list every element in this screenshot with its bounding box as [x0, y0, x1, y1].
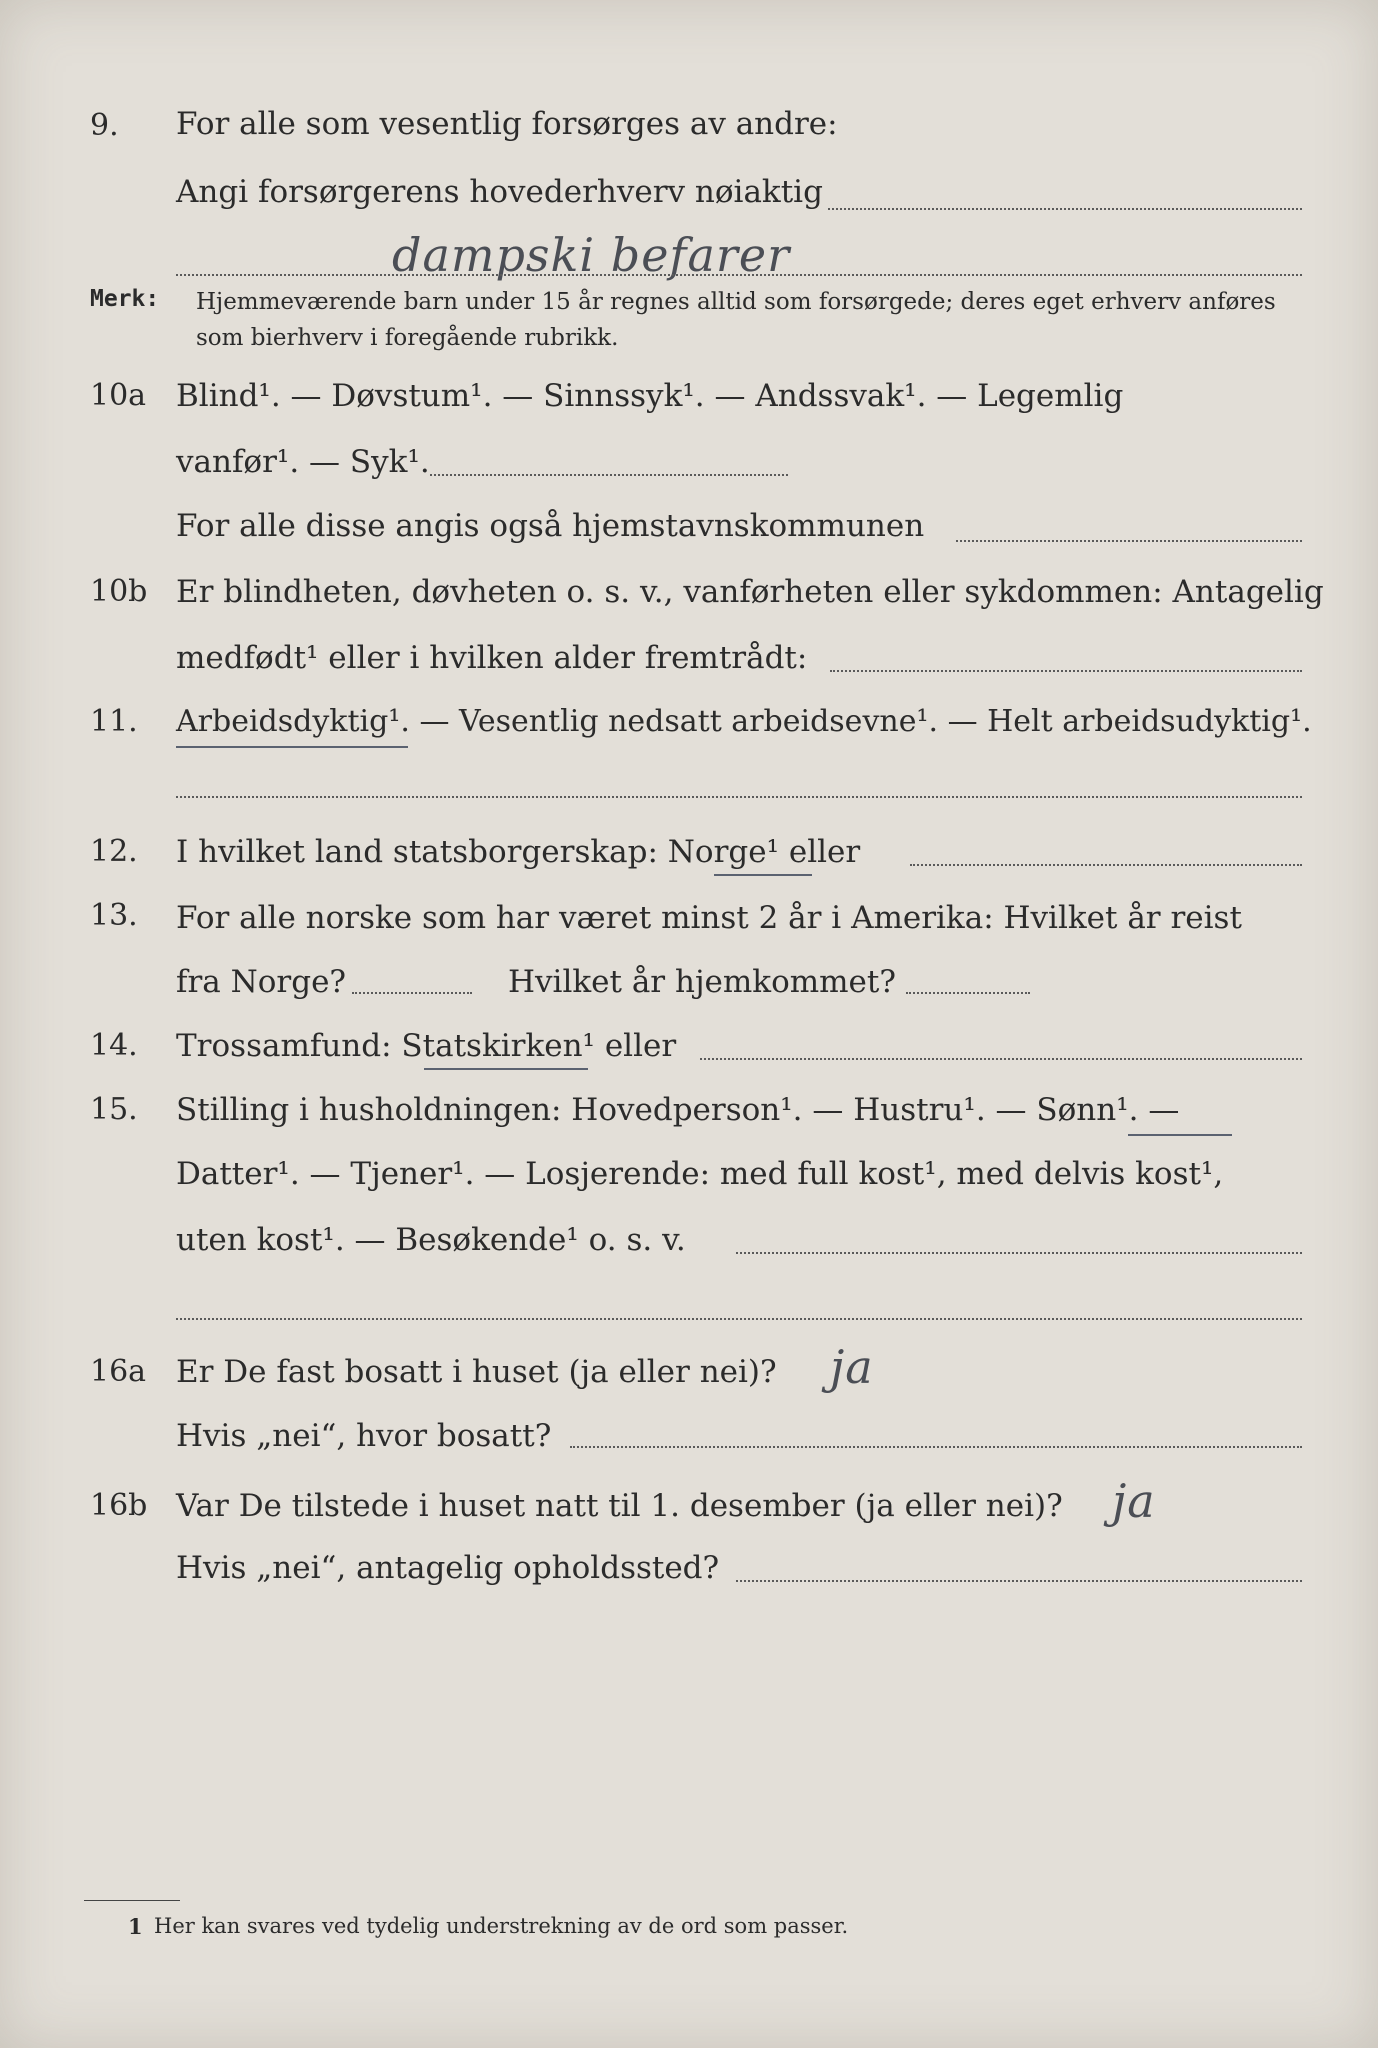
q12-norge-underline [714, 874, 812, 876]
q9-fill-line [828, 208, 1302, 210]
q16a-handwritten-answer: ja [830, 1340, 874, 1394]
q16b-handwritten-answer: ja [1112, 1474, 1156, 1528]
footnote-mark: 1 [128, 1914, 143, 1939]
q15-line1: Stilling i husholdningen: Hovedperson¹. — Hustru¹. — Sønn¹. — [176, 1092, 1180, 1128]
q16b-line2: Hvis „nei“, antagelig opholdssted? [176, 1550, 720, 1586]
q12-number: 12. [90, 834, 138, 869]
merk-text: Hjemmeværende barn under 15 år regnes alltid som forsørgede; deres eget erhverv anføres som bierhverv i foregående rubrikk. [196, 289, 1276, 351]
q10a-syk-fill [430, 474, 788, 476]
q9-number: 9. [90, 108, 119, 143]
q10a-number: 10a [90, 378, 147, 413]
q16a-number: 16a [90, 1354, 147, 1389]
q16b-number: 16b [90, 1488, 148, 1523]
q13-line1: For alle norske som har været minst 2 år i Amerika: Hvilket år reist [176, 900, 1242, 936]
q13-line2-hjemkommet: Hvilket år hjemkommet? [508, 964, 896, 1000]
q15-number: 15. [90, 1092, 138, 1127]
q11-arbeidsdyktig-underline [176, 746, 408, 748]
q10a-line3: For alle disse angis også hjemstavnskommunen [176, 508, 925, 544]
q10b-line2: medfødt¹ eller i hvilken alder fremtrådt: [176, 640, 808, 676]
q16b-fill [736, 1580, 1302, 1582]
q15-sonn-underline [1128, 1134, 1232, 1136]
q9-handwritten-answer: dampski befarer [392, 228, 791, 282]
q11-number: 11. [90, 704, 138, 739]
q16b-line1: Var De tilstede i huset natt til 1. desember (ja eller nei)? [176, 1488, 1063, 1524]
q10b-line1: Er blindheten, døvheten o. s. v., vanførheten eller sykdommen: Antagelig [176, 574, 1324, 610]
q13-number: 13. [90, 898, 138, 933]
q12-line1: I hvilket land statsborgerskap: Norge¹ eller [176, 834, 861, 870]
q14-line1: Trossamfund: Statskirken¹ eller [176, 1028, 677, 1064]
q10a-hjemstavn-fill [956, 540, 1302, 542]
footnote-rule [84, 1900, 180, 1901]
q16a-fill [570, 1446, 1302, 1448]
q10b-number: 10b [90, 574, 148, 609]
q12-fill [910, 864, 1302, 866]
q15-line3: uten kost¹. — Besøkende¹ o. s. v. [176, 1222, 686, 1258]
q15-answer-line [176, 1318, 1302, 1320]
q14-statskirken-underline [424, 1068, 588, 1070]
q9-answer-line [176, 274, 1302, 276]
merk-label: Merk: [90, 286, 160, 312]
q16a-line1: Er De fast bosatt i huset (ja eller nei)? [176, 1354, 777, 1390]
q13-line2-fra-norge: fra Norge? [176, 964, 347, 1000]
q15-line2: Datter¹. — Tjener¹. — Losjerende: med full kost¹, med delvis kost¹, [176, 1156, 1224, 1192]
q9-line1: For alle som vesentlig forsørges av andre: [176, 106, 838, 142]
q15-fill [736, 1252, 1302, 1254]
q10a-line1: Blind¹. — Døvstum¹. — Sinnssyk¹. — Andssvak¹. — Legemlig [176, 378, 1124, 414]
q14-number: 14. [90, 1028, 138, 1063]
footnote-text: Her kan svares ved tydelig understrekning av de ord som passer. [154, 1914, 849, 1938]
q13-hjemkommet-fill [906, 992, 1030, 994]
q11-answer-line [176, 796, 1302, 798]
q11-line1: Arbeidsdyktig¹. — Vesentlig nedsatt arbeidsevne¹. — Helt arbeidsudyktig¹. [176, 704, 1312, 739]
q14-fill [700, 1058, 1302, 1060]
q13-reist-fill [352, 992, 472, 994]
q16a-line2: Hvis „nei“, hvor bosatt? [176, 1418, 552, 1454]
q10a-line2: vanfør¹. — Syk¹. [176, 444, 430, 480]
q10b-fill [830, 670, 1302, 672]
q9-line2: Angi forsørgerens hovederhverv nøiaktig [176, 174, 823, 210]
